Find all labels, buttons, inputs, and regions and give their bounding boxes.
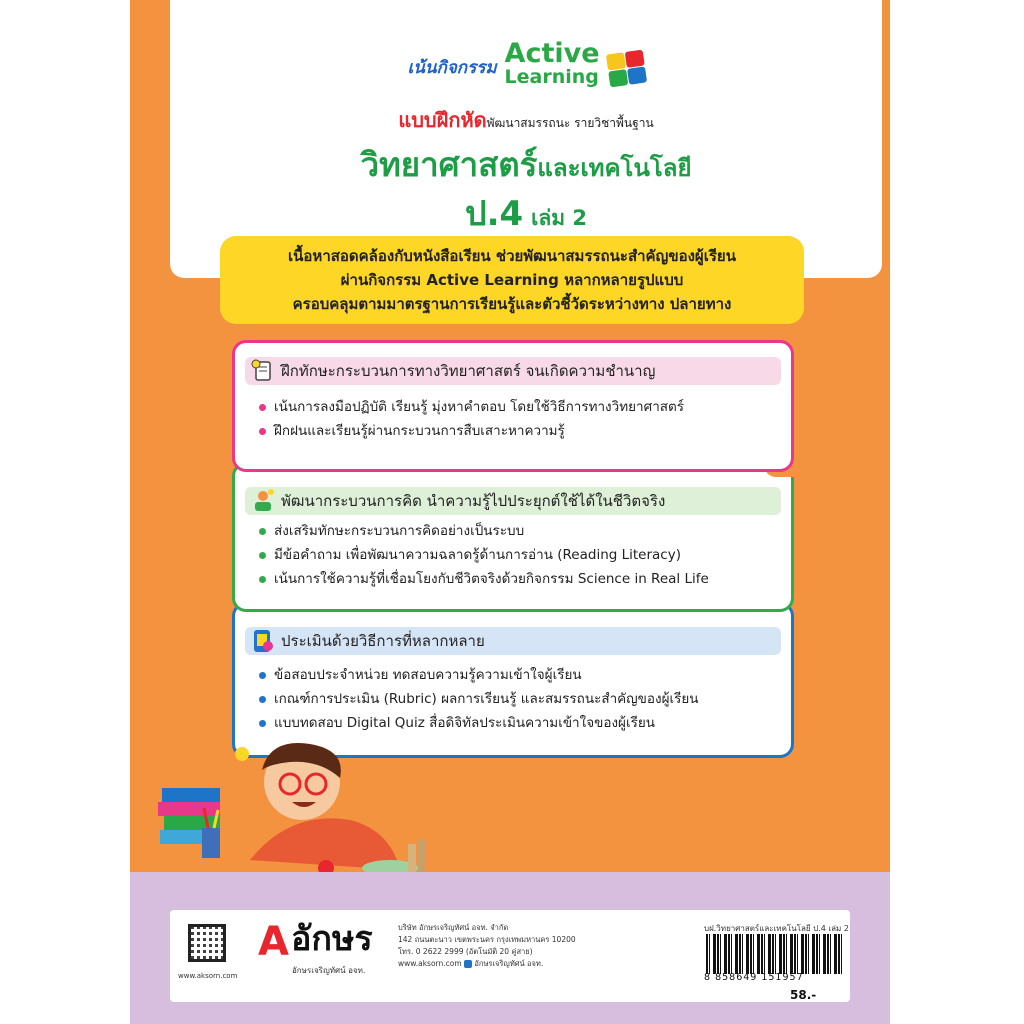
digital-tablet-icon bbox=[245, 626, 281, 656]
list-item: เกณฑ์การประเมิน (Rubric) ผลการเรียนรู้ และสมรรถนะสำคัญของผู้เรียน bbox=[259, 687, 779, 711]
book-subtitle bbox=[170, 104, 882, 136]
volume-text: เล่ม 2 bbox=[531, 206, 587, 230]
section-heading: ฝึกทักษะกระบวนการทางวิทยาศาสตร์ จนเกิดความชำนาญ bbox=[281, 362, 656, 380]
section-heading-band bbox=[245, 627, 781, 655]
section-heading-band bbox=[245, 357, 781, 385]
aksorn-a-icon: A bbox=[258, 919, 289, 965]
section-heading: ประเมินด้วยวิธีการที่หลากหลาย bbox=[281, 632, 485, 650]
intro-line-3: ครอบคลุมตามมาตรฐานการเรียนรู้และตัวชี้วัดระหว่างทาง ปลายทาง bbox=[292, 295, 732, 313]
publisher-logo bbox=[258, 919, 373, 965]
list-item: เน้นการลงมือปฏิบัติ เรียนรู้ มุ่งหาคำตอบ โดยใช้วิธีการทางวิทยาศาสตร์ bbox=[259, 395, 779, 419]
barcode-icon bbox=[706, 934, 842, 974]
student-illustration bbox=[150, 740, 550, 880]
book-title bbox=[170, 138, 882, 191]
facebook-icon bbox=[464, 960, 472, 968]
company-phone: โทร. 0 2622 2999 (อัตโนมัติ 20 คู่สาย) bbox=[398, 947, 533, 956]
active-learning-logo bbox=[505, 40, 600, 87]
publisher-info-card bbox=[170, 910, 850, 1002]
list-item: ข้อสอบประจำหน่วย ทดสอบความรู้ความเข้าใจผู้เรียน bbox=[259, 663, 779, 687]
subtitle-desc: พัฒนาสมรรถนะ รายวิชาพื้นฐาน bbox=[486, 116, 654, 130]
science-process-icon bbox=[245, 356, 281, 386]
intro-line-1: เนื้อหาสอดคล้องกับหนังสือเรียน ช่วยพัฒนาสมรรถนะสำคัญของผู้เรียน bbox=[288, 247, 736, 265]
learning-text: Learning bbox=[504, 66, 599, 88]
puzzle-icon bbox=[605, 50, 646, 88]
qr-url: www.aksorn.com bbox=[178, 972, 238, 980]
section-heading: พัฒนากระบวนการคิด นำความรู้ไปประยุกต์ใช้ได้ในชีวิตจริง bbox=[281, 492, 666, 510]
subtitle-workbook: แบบฝึกหัด bbox=[398, 108, 487, 132]
intro-banner bbox=[220, 236, 804, 324]
brand-thai-text: เน้นกิจกรรม bbox=[407, 58, 497, 78]
section-bullets bbox=[259, 395, 779, 443]
company-name: บริษัท อักษรเจริญทัศน์ อจท. จำกัด bbox=[398, 923, 509, 932]
section-bullets bbox=[259, 663, 779, 735]
list-item: แบบทดสอบ Digital Quiz สื่อดิจิทัลประเมินความเข้าใจของผู้เรียน bbox=[259, 711, 779, 735]
publisher-subname: อักษรเจริญทัศน์ อจท. bbox=[292, 966, 366, 975]
pencil-cup-icon bbox=[202, 828, 220, 858]
company-website: www.aksorn.com bbox=[398, 959, 462, 968]
price: 58.- bbox=[790, 988, 817, 1002]
feature-section-thinking bbox=[232, 462, 794, 612]
grade-text: ป.4 bbox=[465, 194, 524, 234]
facebook-page: อักษรเจริญทัศน์ อจท. bbox=[474, 959, 544, 968]
title-technology: และเทคโนโลยี bbox=[537, 154, 692, 182]
isbn-number: 8 858649 151957 bbox=[704, 972, 804, 983]
section-heading-band bbox=[245, 487, 781, 515]
grade-level bbox=[170, 186, 882, 240]
section-bullets bbox=[259, 519, 779, 591]
list-item: มีข้อคำถาม เพื่อพัฒนาความฉลาดรู้ด้านการอ่าน (Reading Literacy) bbox=[259, 543, 779, 567]
list-item: เน้นการใช้ความรู้ที่เชื่อมโยงกับชีวิตจริงด้วยกิจกรรม Science in Real Life bbox=[259, 567, 779, 591]
feature-section-science-process bbox=[232, 340, 794, 472]
active-text: Active bbox=[504, 38, 600, 69]
publisher-details bbox=[398, 922, 576, 970]
lightbulb-icon bbox=[235, 747, 249, 761]
intro-line-2: ผ่านกิจกรรม Active Learning หลากหลายรูปแบบ bbox=[340, 271, 684, 289]
brand-header bbox=[170, 40, 882, 87]
list-item: ส่งเสริมทักษะกระบวนการคิดอย่างเป็นระบบ bbox=[259, 519, 779, 543]
title-science: วิทยาศาสตร์ bbox=[360, 145, 538, 184]
publisher-name: อักษร bbox=[290, 919, 373, 959]
thinking-student-icon bbox=[245, 486, 281, 516]
company-address: 142 ถนนตะนาว เขตพระนคร กรุงเทพมหานคร 10200 bbox=[398, 935, 576, 944]
features-panel bbox=[232, 340, 794, 758]
list-item: ฝึกฝนและเรียนรู้ผ่านกระบวนการสืบเสาะหาความรู้ bbox=[259, 419, 779, 443]
feature-section-assessment bbox=[232, 602, 794, 758]
qr-code-icon bbox=[188, 924, 226, 962]
book-code: บฝ.วิทยาศาสตร์และเทคโนโลยี ป.4 เล่ม 2 bbox=[704, 924, 849, 933]
